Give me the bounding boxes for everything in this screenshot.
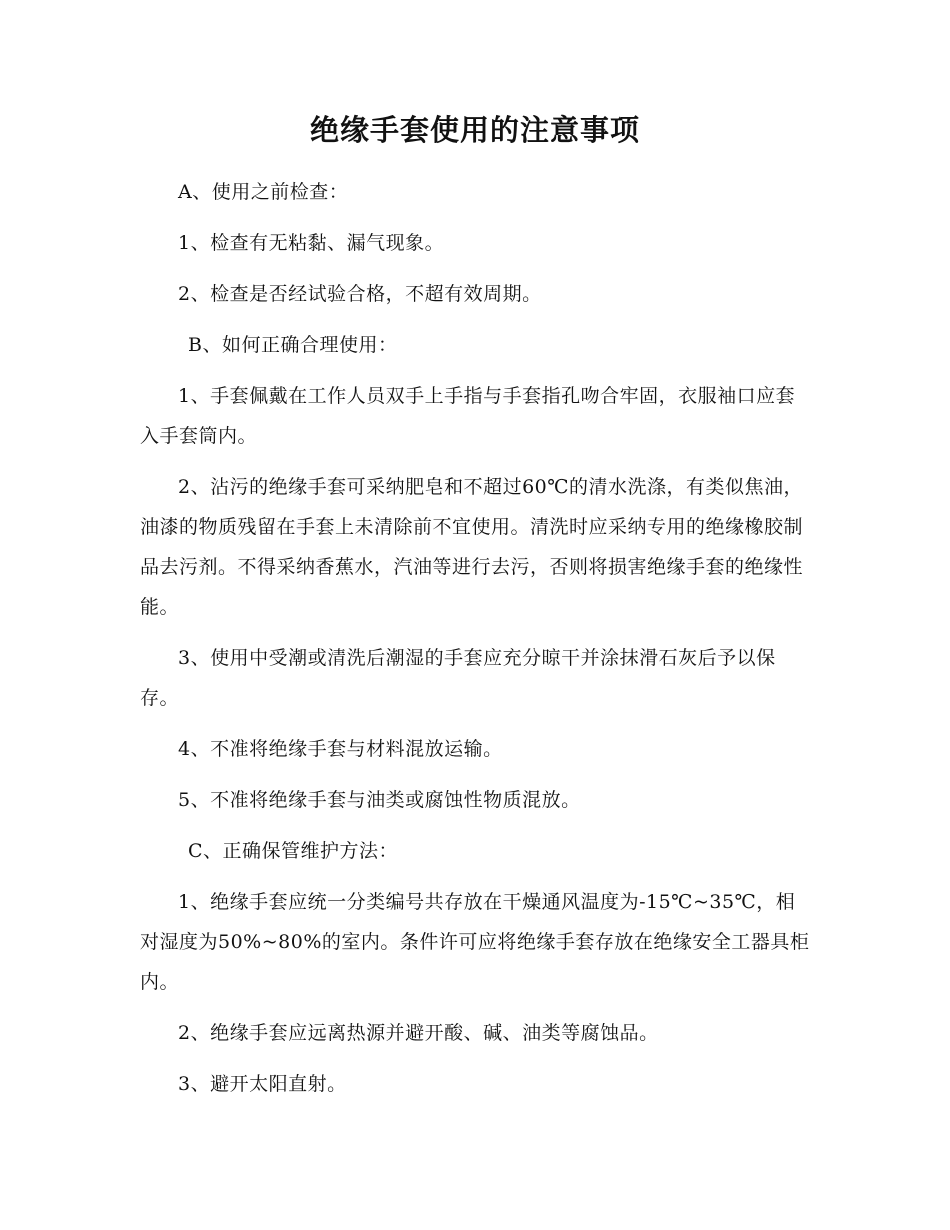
section-b-item-1: 1、手套佩戴在工作人员双手上手指与手套指孔吻合牢固，衣服袖口应套入手套筒内。 bbox=[140, 385, 796, 447]
section-c-heading: C、正确保管维护方法： bbox=[188, 840, 399, 862]
section-c-item-1: 1、绝缘手套应统一分类编号共存放在干燥通风温度为-15℃~35℃，相对湿度为50%~80%的室内。条件许可应将绝缘手套存放在绝缘安全工器具柜内。 bbox=[140, 891, 810, 993]
section-a-item-2: 2、检查是否经试验合格，不超有效周期。 bbox=[178, 283, 542, 305]
section-b-heading: B、如何正确合理使用： bbox=[188, 334, 398, 356]
section-c-item-2: 2、绝缘手套应远离热源并避开酸、碱、油类等腐蚀品。 bbox=[178, 1022, 659, 1044]
section-b-item-5: 5、不准将绝缘手套与油类或腐蚀性物质混放。 bbox=[178, 789, 581, 811]
section-a-item-1: 1、检查有无粘黏、漏气现象。 bbox=[178, 232, 445, 254]
section-b-item-4: 4、不准将绝缘手套与材料混放运输。 bbox=[178, 738, 503, 760]
section-b-item-2: 2、沾污的绝缘手套可采纳肥皂和不超过60℃的清水洗涤，有类似焦油，油漆的物质残留在手套上未清除前不宜使用。清洗时应采纳专用的绝缘橡胶制品去污剂。不得采纳香蕉水，汽油等进行去污，否则将损害绝缘手套的绝缘性能。 bbox=[140, 476, 804, 618]
section-a-heading: A、使用之前检查： bbox=[178, 181, 349, 203]
section-c-item-3: 3、避开太阳直射。 bbox=[178, 1073, 347, 1095]
section-b-item-3: 3、使用中受潮或清洗后潮湿的手套应充分晾干并涂抹滑石灰后予以保存。 bbox=[140, 647, 776, 709]
document-title: 绝缘手套使用的注意事项 bbox=[309, 113, 640, 147]
